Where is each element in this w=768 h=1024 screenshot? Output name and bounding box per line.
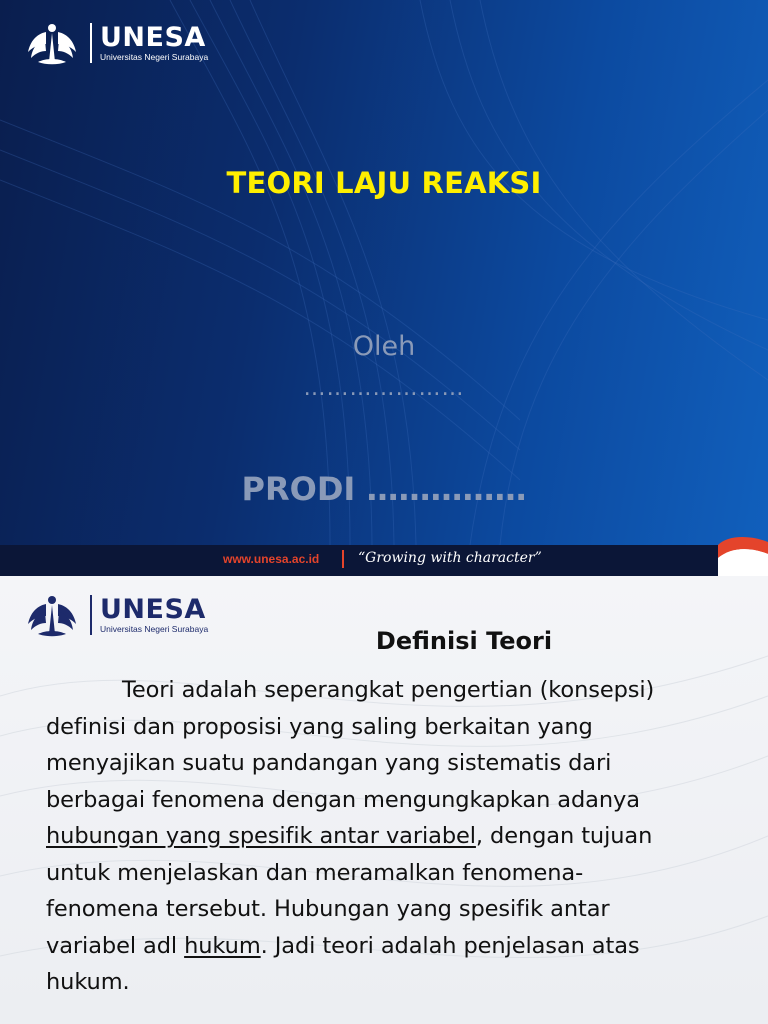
- body-line: hukum.: [46, 969, 130, 995]
- logo-tagline: Universitas Negeri Surabaya: [100, 623, 209, 634]
- body-line: [46, 928, 726, 965]
- body-line: berbagai fenomena dengan mengungkapkan adanya: [46, 786, 640, 813]
- footer-separator: [342, 550, 344, 568]
- body-line: Teori adalah seperangkat pengertian (konsepsi): [122, 677, 655, 703]
- footer-slogan: “Growing with character”: [358, 550, 542, 566]
- logo-brand: UNESA: [100, 593, 206, 625]
- slide-title: TEORI LAJU REAKSI: [226, 166, 542, 200]
- body-line: menyajikan suatu pandangan yang sistematis dari: [46, 750, 612, 776]
- body-line: fenomena tersebut. Hubungan yang spesifik antar: [46, 896, 610, 922]
- body-line: definisi dan proposisi yang saling berkaitan yang: [46, 713, 593, 740]
- footer-wave-graphic: [700, 528, 768, 576]
- body-line-rest: , dengan tujuan: [475, 823, 653, 849]
- prodi-label: PRODI ……………: [241, 470, 527, 508]
- footer-url: www.unesa.ac.id: [223, 552, 320, 566]
- oleh-label: Oleh: [352, 331, 416, 362]
- logo-brand: UNESA: [100, 21, 206, 53]
- logo-divider: [90, 23, 92, 63]
- body-line: [46, 818, 726, 855]
- logo-tagline: Universitas Negeri Surabaya: [100, 51, 209, 62]
- body-line-rest: . Jadi teori adalah penjelasan atas: [260, 932, 640, 959]
- underlined-term: hubungan yang spesifik antar variabel: [46, 823, 476, 849]
- definition-heading: Definisi Teori: [375, 627, 553, 655]
- underlined-term: hukum: [184, 932, 261, 959]
- definition-body: [46, 672, 726, 1001]
- unesa-emblem-icon: [24, 18, 80, 68]
- unesa-logo: [24, 18, 208, 68]
- body-line: untuk menjelaskan dan meramalkan fenomena-: [46, 859, 584, 886]
- body-line-start: variabel adl: [46, 932, 185, 959]
- author-placeholder: …………………: [303, 376, 465, 401]
